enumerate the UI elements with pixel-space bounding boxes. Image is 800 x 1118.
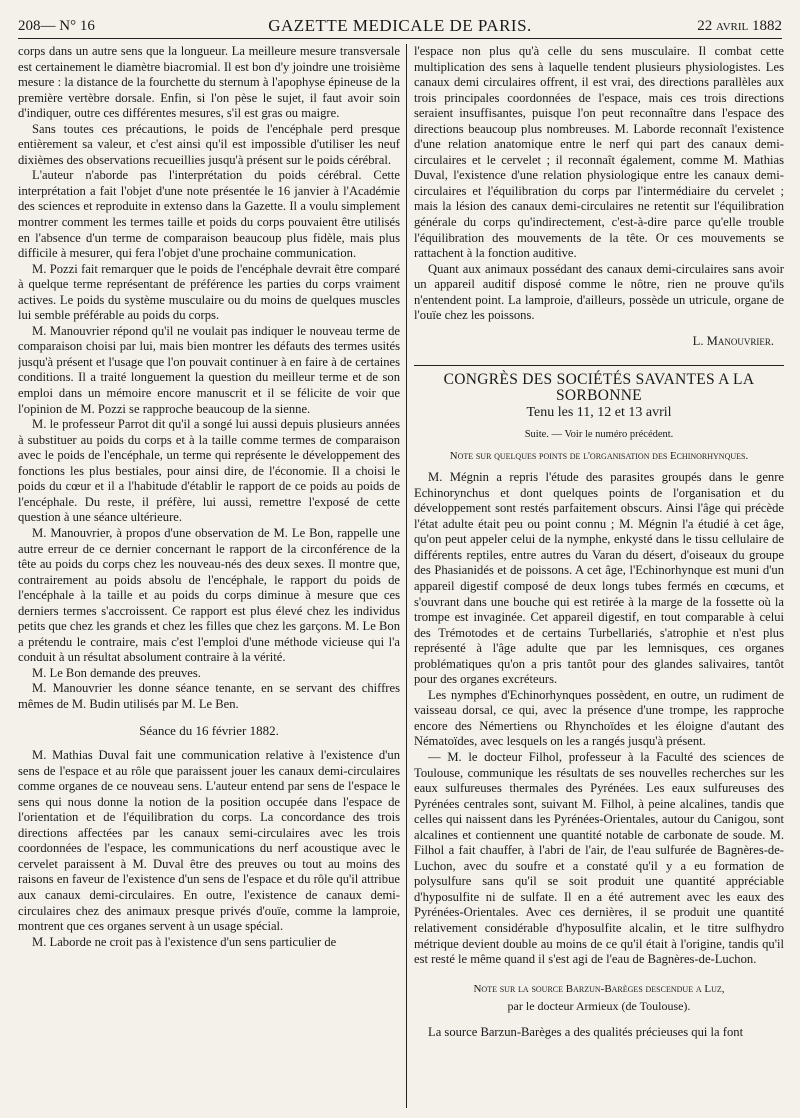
issue-date	[697, 18, 782, 35]
section-title: CONGRÈS DES SOCIÉTÉS SAVANTES A LA SORBONNE	[443, 371, 755, 404]
date-month: AVRIL	[716, 21, 749, 33]
paragraph: Quant aux animaux possédant des canaux demi-circulaires sans avoir un appareil auditif disposé comme le nôtre, rien ne prouve qu'ils n'entendent point. La lamproie, d'ailleurs, possède un utricule, organe de l'ouïe chez les poissons.	[414, 261, 784, 323]
date-year: 1882	[752, 18, 782, 34]
paragraph: M. Manouvrier les donne séance tenante, en se servant des chiffres mêmes de M. Budin utilisés par M. Le Ben.	[18, 681, 400, 711]
note-author: par le docteur Armieux (de Toulouse).	[507, 999, 691, 1014]
section-subtitle: Tenu les 11, 12 et 13 avril	[526, 405, 672, 421]
paragraph: La source Barzun-Barèges a des qualités précieuses qui la font	[428, 1024, 744, 1039]
date-day: 22	[697, 18, 713, 34]
session-heading: Séance du 16 février 1882.	[139, 722, 279, 738]
paragraph: — M. le docteur Filhol, professeur à la Faculté des sciences de Toulouse, communique les résultats de ses nouvelles recherches sur les eaux sulfureuses thermales des Pyrénées. Les eaux sulfureuses des Pyrénées centrales sont, suivant M. Filhol, à peine alcalines, tandis que celles qui naissent dans les Pyrénées-Orientales, autour du Canigou, sont alcalines et contiennent une quantité notable de carbonate de soude. M. Filhol a fait chauffer, à l'abri de l'air, de l'eau sulfurée de Bagnères-de-Luchon, avec du soufre et a constaté qu'il y a eu formation de polysulfure sans qu'il se soit produit une quantité appréciable d'hyposulfite ni de sulfate. Il en a été autrement avec les eaux des Pyrénées-Orientales. Avec ces dernières, il se produit une quantité relativement considérable d'hyposulfite alcalin, et le titre sulfhydro métrique devient double au moins de ce qu'il était à l'origine, tandis qu'il est resté le même quand il s'est agi de l'eau de Bagnères-de-Luchon.	[414, 749, 784, 967]
page-header	[18, 12, 782, 39]
paragraph: M. Le Bon demande des preuves.	[32, 665, 201, 680]
right-column	[414, 44, 784, 1108]
paragraph: Sans toutes ces précautions, le poids de l'encéphale perd presque entièrement sa valeur, et c'est ainsi qu'il est impossible d'utiliser les neuf dixièmes des observations recueillies jusqu'à présent sur le poids cérébral.	[18, 121, 400, 167]
issue-number: 16	[79, 18, 95, 34]
paragraph: corps dans un autre sens que la longueur. La meilleure mesure transversale est certainement le diamètre biacromial. Il est bon d'y joindre une troisième mesure : la distance de la fourchette du sternum à l'apophyse épineuse de la première vertèbre dorsale. Enfin, si l'on pèse le sujet, il faut avoir soin d'indiquer, outre ces différentes mesures, s'il est gras ou maigre.	[18, 44, 400, 121]
left-column	[18, 44, 400, 1108]
paragraph: M. Laborde ne croit pas à l'existence d'un sens particulier de	[32, 934, 337, 949]
paragraph: M. Manouvrier, à propos d'une observation de M. Le Bon, rappelle une autre erreur de ce dernier concernant le rapport de la circonférence de la tête au poids du corps chez les nouveau-nés des deux sexes. Il montre que, contrairement au poids absolu de l'encéphale, le rapport du poids de l'encéphale à la taille et au poids du corps diminue à mesure que ces derniers termes s'accroissent. Ce rapport est plus élevé chez les individus petits que chez les grands et chez les filles que chez les garçons. M. Le Bon a prétendu le contraire, mais c'est l'emploi d'une méthode vicieuse qui l'a conduit à un résultat absolument contraire à la vérité.	[18, 525, 400, 665]
paragraph: M. le professeur Parrot dit qu'il a songé lui aussi depuis plusieurs années à substituer au poids du corps et à la taille comme termes de comparaison avec le poids de l'encéphale, un terme qui représente le développement des fonctions les plus bestiales, pour ainsi dire, de l'économie. Il a choisi le poids du cœur et il a l'habitude d'établir le rapport de ce poids au poids de l'encéphale. Du reste, il préfère, lui aussi, remettre l'exposé de cette question à une séance ultérieure.	[18, 417, 400, 525]
paragraph: M. Pozzi fait remarquer que le poids de l'encéphale devrait être comparé à quelque terme représentant de préférence les parties du corps vraiment actives. Le poids du système musculaire ou du moins de quelques muscles lui semble préférable au poids du corps.	[18, 261, 400, 323]
continuation-note: Suite. — Voir le numéro précédent.	[524, 429, 674, 441]
page-number: 208	[18, 18, 41, 34]
section-divider	[414, 365, 784, 366]
note-heading: Note sur quelques points de l'organisation des Echinorhynques.	[449, 449, 749, 462]
column-divider	[406, 44, 407, 1108]
paragraph: M. Mégnin a repris l'étude des parasites groupés dans le genre Echinorynchus et dont quelques points de l'organisation et du développement sont restés parfaitement obscurs. Ainsi l'âge qui précède l'état adulte était peu ou point connu ; M. Mégnin l'a étudié à cet âge, qu'on peut appeler celui de la nymphe, enkysté dans le tissu cellulaire de différents reptiles, entre autres du Varan du désert, d'oiseaux du groupe des Phasianidés et de poissons. A cet âge, l'Echinorhynque est muni d'un appareil digestif composé de deux longs tubes fermés en cœcums, et s'ouvrant dans une bouche qui est retirée à la marge de la fossette où la trompe est invaginée. Cet appareil digestif, en tout comparable à celui des Trémotodes et de certains Turbellariés, s'atrophie et n'est plus représenté à l'âge adulte que par les lemnisques, ces organes problématiques qu'on a pris tantôt pour des glandes salivaires, tantôt pour des organes excréteurs.	[414, 470, 784, 687]
issue-prefix: — N°	[40, 18, 80, 34]
paragraph: M. Manouvrier répond qu'il ne voulait pas indiquer le nouveau terme de comparaison choisi par lui, mais bien montrer les défauts des termes usités jusqu'à présent et l'usage que l'on pouvait continuer à en faire à de certaines conditions. Il a traité longuement la question du meilleur terme et de son emploi dans un mémoire encore manuscrit et il se félicite de voir que l'opinion de M. Pozzi se rapproche beaucoup de la sienne.	[18, 323, 400, 416]
paragraph: L'auteur n'aborde pas l'interprétation du poids cérébral. Cette interprétation a fait l'objet d'une note présentée le 16 janvier à l'Académie des sciences et reproduite in extenso dans la Gazette. Il a voulu simplement montrer comment les termes taille et poids du corps pouvaient être utilisés en l'absence d'un terme de comparaison beaucoup plus fidèle, mais plus difficile à mesurer, qui fera l'objet d'une prochaine communication.	[18, 168, 400, 261]
paragraph: Les nymphes d'Echinorhynques possèdent, en outre, un rudiment de vaisseau dorsal, ce qui, avec la présence d'une trompe, les rapproche encore des Némertiens ou Rhynchoïdes et les éloigne d'autant des Nématoïdes, avec lesquels on les a rangés jusqu'à présent.	[414, 687, 784, 749]
paragraph: M. Mathias Duval fait une communication relative à l'existence d'un sens de l'espace et au rôle que paraissent jouer les canaux demi-circulaires comme organes de ce nouveau sens. L'auteur entend par sens de l'espace le sens qui nous donne la notion de la position occupée dans l'espace de l'orientation et de l'équilibration du corps. La concordance des trois directions affectées par les canaux semi-circulaires avec les trois coordonnées de l'espace, les communications du nerf acoustique avec le cervelet paraissent à M. Duval être des preuves ou tout au moins des raisons en faveur de l'existence d'un sens de l'espace et du rôle qu'il attribue aux canaux demi-circulaires. En outre, l'existence de canaux demi-circulaires chez des animaux presque privés d'ouïe, comme la lamproie, montrent que ces organes servent à un usage spécial.	[18, 748, 400, 934]
paragraph: l'espace non plus qu'à celle du sens musculaire. Il combat cette multiplication des sens à laquelle tendent plusieurs physiologistes. Les canaux demi circulaires offrent, il est vrai, des directions parallèles aux trois principales coordonnées de l'espace, mais ces trois directions seraient insuffisantes, puisque l'on peut reconnaître dans l'espace des directions beaucoup plus nombreuses. M. Laborde reconnaît l'existence d'une relation anatomique entre le nerf qui part des canaux demi-circulaires et le cervelet ; il reconnaît également, comme M. Mathias Duval, l'existence d'une relation physiologique entre les canaux demi-circulaires et l'équilibration du corps par l'intermédiaire du cervelet ; mais la lésion des canaux demi-circulaires ne retentit sur l'équilibration générale du corps qu'indirectement, c'est-à-dire parce qu'elle trouble l'équilibration des mouvements de la tête. Or ces mouvements se rattachent à la fonction auditive.	[414, 44, 784, 261]
journal-title: GAZETTE MEDICALE DE PARIS.	[268, 16, 532, 35]
note-heading: Note sur la source Barzun-Barèges descendue a Luz,	[473, 982, 725, 995]
author-signature: L. Manouvrier.	[692, 333, 774, 348]
